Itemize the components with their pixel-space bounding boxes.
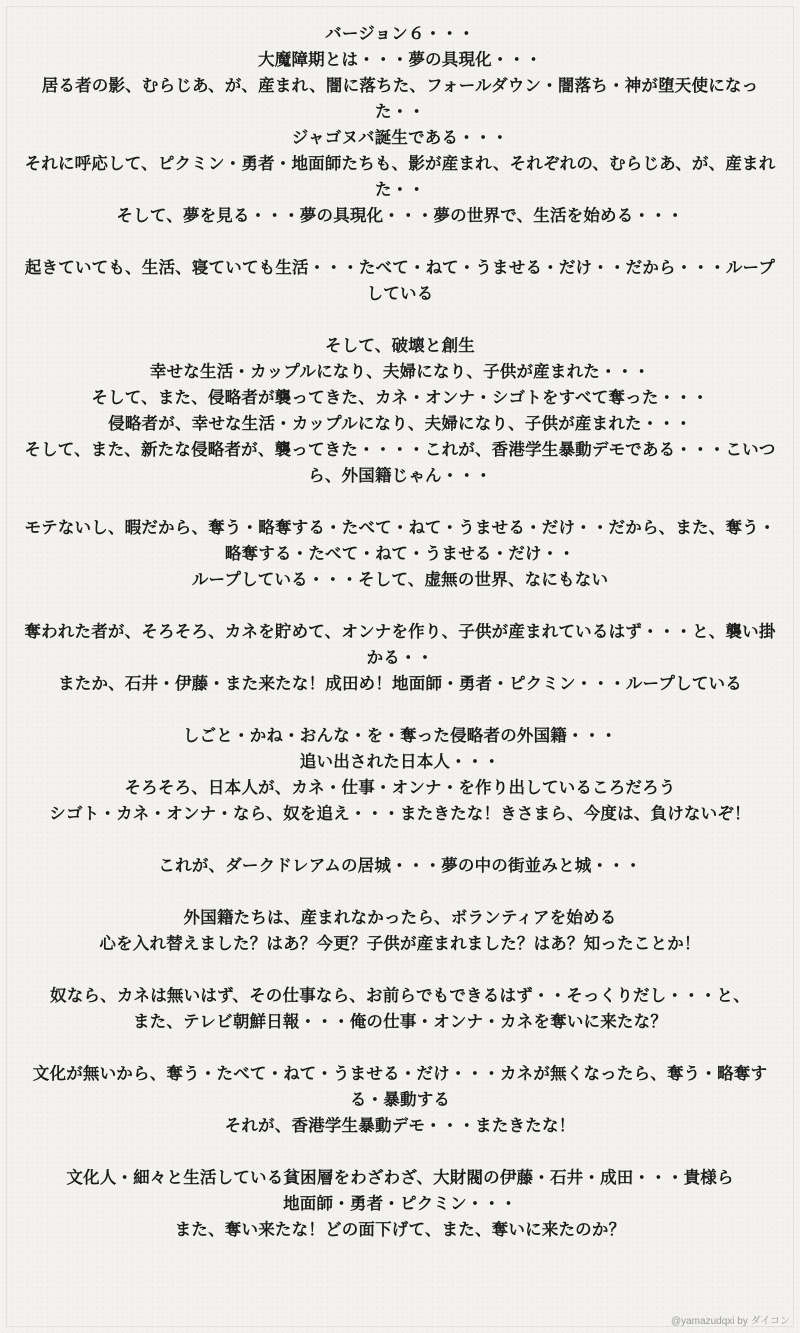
text-line: またか、石井・伊藤・また来たな！成田め！地面師・勇者・ピクミン・・・ループしている bbox=[58, 674, 742, 693]
text-line: 幸せな生活・カップルになり、夫婦になり、子供が産まれた・・・ bbox=[149, 362, 651, 381]
blank-line bbox=[21, 827, 779, 853]
text-line: 起きていても、生活、寝ていても生活・・・たべて・ねて・うませる・だけ・・だから・・・ループしている bbox=[24, 258, 776, 303]
blank-line bbox=[21, 489, 779, 515]
text-line: シゴト・カネ・オンナ・なら、奴を追え・・・またきたな！きさまら、今度は、負けないぞ！ bbox=[49, 804, 751, 823]
blank-line bbox=[21, 697, 779, 723]
text-line: しごと・かね・おんな・を・奪った侵略者の外国籍・・・ bbox=[182, 726, 618, 745]
text-line: 奴なら、カネは無いはず、その仕事なら、お前らでもできるはず・・そっくりだし・・・と、 bbox=[50, 986, 750, 1005]
text-line: 追い出された日本人・・・ bbox=[299, 752, 501, 771]
text-line: また、テレビ朝鮮日報・・・俺の仕事・オンナ・カネを奪いに来たな？ bbox=[132, 1012, 668, 1031]
body-text bbox=[21, 21, 779, 1243]
text-line: ジャゴヌバ誕生である・・・ bbox=[291, 128, 509, 147]
text-line: それが、香港学生暴動デモ・・・またきたな！ bbox=[224, 1116, 576, 1135]
blank-line bbox=[21, 1035, 779, 1061]
text-line: これが、ダークドレアムの居城・・・夢の中の街並みと城・・・ bbox=[158, 856, 642, 875]
text-line: 心を入れ替えました？はあ？今更？子供が産まれました？はあ？知ったことか！ bbox=[99, 934, 701, 953]
text-line: バージョン６・・・ bbox=[325, 24, 475, 43]
text-line: 地面師・勇者・ピクミン・・・ bbox=[283, 1194, 517, 1213]
blank-line bbox=[21, 957, 779, 983]
text-line: また、奪い来たな！どの面下げて、また、奪いに来たのか？ bbox=[174, 1220, 626, 1239]
text-line: ループしている・・・そして、虚無の世界、なにもない bbox=[191, 570, 609, 589]
credit-watermark: @yamazudqxi by ダイコン bbox=[670, 1316, 790, 1327]
text-line: 外国籍たちは、産まれなかったら、ボランティアを始める bbox=[183, 908, 617, 927]
text-line: そして、また、侵略者が襲ってきた、カネ・オンナ・シゴトをすべて奪った・・・ bbox=[91, 388, 709, 407]
text-card bbox=[6, 6, 794, 1327]
text-line: それに呼応して、ピクミン・勇者・地面師たちも、影が産まれ、それぞれの、むらじあ、が、産まれた・・ bbox=[24, 154, 776, 199]
blank-line bbox=[21, 593, 779, 619]
text-line: 文化人・細々と生活している貧困層をわざわざ、大財閥の伊藤・石井・成田・・・貴様ら bbox=[66, 1168, 734, 1187]
text-line: 侵略者が、幸せな生活・カップルになり、夫婦になり、子供が産まれた・・・ bbox=[108, 414, 692, 433]
text-line: そして、また、新たな侵略者が、襲ってきた・・・・これが、香港学生暴動デモである・・・こいつら、外国籍じゃん・・・ bbox=[24, 440, 776, 485]
text-line: 居る者の影、むらじあ、が、産まれ、闇に落ちた、フォールダウン・闇落ち・神が堕天使になった・・ bbox=[41, 76, 759, 121]
text-line: そして、夢を見る・・・夢の具現化・・・夢の世界で、生活を始める・・・ bbox=[116, 206, 684, 225]
blank-line bbox=[21, 1139, 779, 1165]
text-line: 大魔障期とは・・・夢の具現化・・・ bbox=[258, 50, 542, 69]
text-line: モテないし、暇だから、奪う・略奪する・たべて・ねて・うませる・だけ・・だから、また、奪う・略奪する・たべて・ねて・うませる・だけ・・ bbox=[24, 518, 776, 563]
text-line: 奪われた者が、そろそろ、カネを貯めて、オンナを作り、子供が産まれているはず・・・と、襲い掛かる・・ bbox=[24, 622, 776, 667]
blank-line bbox=[21, 879, 779, 905]
blank-line bbox=[21, 229, 779, 255]
text-line: そろそろ、日本人が、カネ・仕事・オンナ・を作り出しているころだろう bbox=[124, 778, 676, 797]
text-line: そして、破壊と創生 bbox=[325, 336, 475, 355]
text-line: 文化が無いから、奪う・たべて・ねて・うませる・だけ・・・カネが無くなったら、奪う・略奪する・暴動する bbox=[32, 1064, 768, 1109]
blank-line bbox=[21, 307, 779, 333]
